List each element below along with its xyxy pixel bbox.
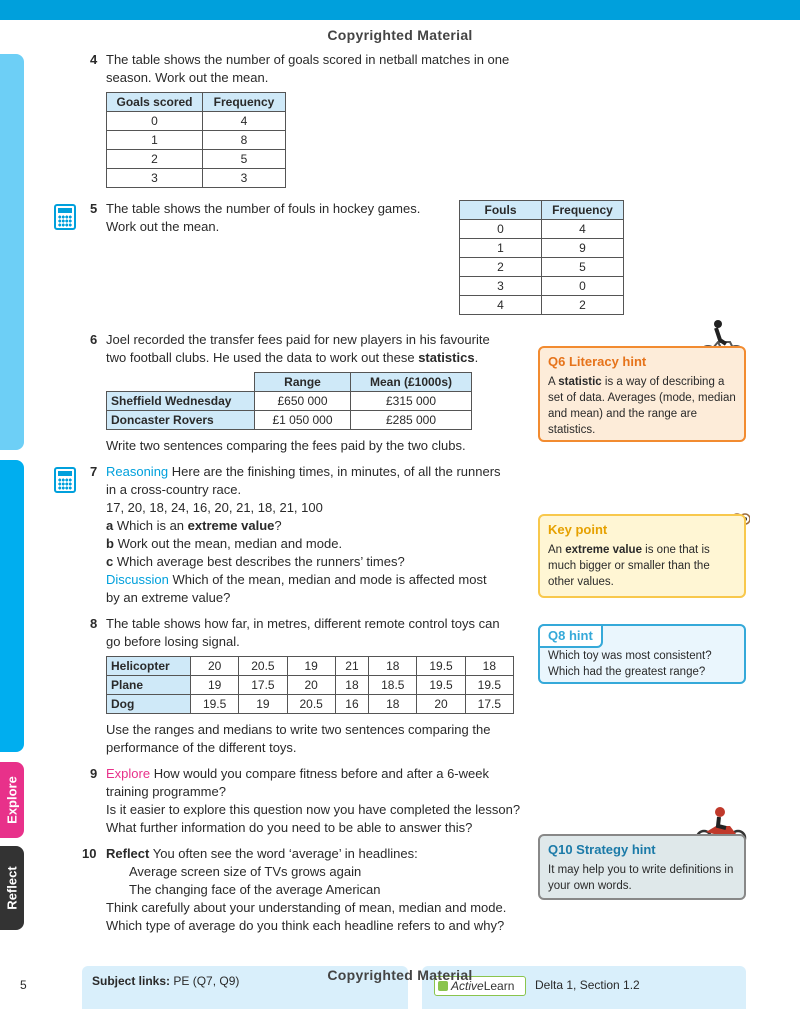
q4-line1: The table shows the number of goals scored in netball matches in one (106, 52, 510, 67)
q6-cell: £285 000 (351, 411, 472, 430)
table-row (460, 277, 624, 296)
q4-cell: 4 (203, 112, 286, 131)
q6-line1: Joel recorded the transfer fees paid for new players in his favourite (106, 332, 490, 347)
q4-text (106, 51, 509, 87)
q8-cell: 19.5 (191, 695, 239, 714)
key-point-title: Key point (548, 522, 608, 537)
watermark-top: Copyrighted Material (327, 27, 473, 43)
q6-corner (107, 373, 255, 392)
q8-cell: 21 (335, 657, 368, 676)
q4-cell: 2 (107, 150, 203, 169)
table-row (460, 239, 624, 258)
q8-cell: 17.5 (465, 695, 513, 714)
side-tab-reflect-label: Reflect (4, 866, 20, 910)
q6-col-mean: Mean (£1000s) (351, 373, 472, 392)
q8-text-after (106, 721, 490, 757)
side-tab-explore[interactable] (0, 762, 24, 838)
q5-cell: 4 (542, 220, 624, 239)
q8-cell: 20.5 (239, 657, 287, 676)
q4-cell: 3 (203, 169, 286, 188)
q5-line1: The table shows the number of fouls in hockey games. (106, 201, 421, 216)
q6-hint-keyword: statistic (558, 376, 602, 388)
q7-data: 17, 20, 18, 24, 16, 20, 21, 18, 21, 100 (106, 500, 323, 515)
q9-line2: training programme? (106, 784, 226, 799)
table-row (107, 131, 286, 150)
side-tab-practice (0, 460, 24, 752)
q10-line2: Think carefully about your understanding of mean, median and mode. (106, 900, 507, 915)
q7-part-c (106, 553, 501, 571)
q6-hint-body (548, 374, 736, 438)
logo-part-active: Active (451, 979, 484, 993)
logo-part-learn: Learn (483, 979, 515, 993)
table-row (460, 296, 624, 315)
q8-cell: 18 (465, 657, 513, 676)
side-tab-reflect[interactable] (0, 846, 24, 930)
q6-table-header (107, 373, 472, 392)
q9-keyword-explore: Explore (106, 766, 151, 781)
q4-col-frequency: Frequency (203, 93, 286, 112)
table-row (107, 112, 286, 131)
q8-line4: performance of the different toys. (106, 740, 297, 755)
q7-keyword-reasoning: Reasoning (106, 464, 169, 479)
q8-table (106, 656, 514, 714)
page-number: 5 (20, 978, 27, 992)
q8-hint-title: Q8 hint (538, 624, 603, 648)
q7-discussion-line2: by an extreme value? (106, 590, 231, 605)
q10-text (106, 845, 506, 935)
q6-cell: £315 000 (351, 392, 472, 411)
q8-row-label: Helicopter (107, 657, 191, 676)
q9-line1 (106, 765, 520, 783)
q5-table (459, 200, 624, 315)
q8-hint-body: Which toy was most consistent? Which had the greatest range? (548, 650, 712, 678)
q8-cell: 18 (369, 657, 417, 676)
q4-cell: 5 (203, 150, 286, 169)
q8-cell: 20 (417, 695, 465, 714)
q6-line2 (106, 349, 490, 367)
q4-number: 4 (90, 52, 98, 67)
q5-text (106, 200, 420, 236)
q8-line2: go before losing signal. (106, 634, 240, 649)
subject-links-value: PE (Q7, Q9) (170, 974, 240, 988)
key-point-box (538, 514, 746, 598)
table-row (107, 676, 514, 695)
q10-line1 (106, 845, 506, 863)
q9-line1-text: How would you compare fitness before and after a 6-week (150, 766, 489, 781)
q5-cell: 3 (460, 277, 542, 296)
table-row (107, 411, 472, 430)
q6-line2-end: . (474, 350, 479, 365)
q8-cell: 18.5 (369, 676, 417, 695)
q7-a-text: Which is an (113, 518, 188, 533)
q4-cell: 1 (107, 131, 203, 150)
q5-cell: 9 (542, 239, 624, 258)
q8-cell: 16 (335, 695, 368, 714)
q7-c-label: c (106, 554, 114, 569)
q8-row-label: Plane (107, 676, 191, 695)
q7-a-label: a (106, 518, 114, 533)
q6-row-label: Doncaster Rovers (107, 411, 255, 430)
q6-line3: Write two sentences comparing the fees paid by the two clubs. (106, 438, 466, 453)
q8-cell: 17.5 (239, 676, 287, 695)
q9-number: 9 (90, 766, 98, 781)
q4-table-header (107, 93, 286, 112)
q10-line1-text: You often see the word ‘average’ in headlines: (149, 846, 418, 861)
q10-hint-title: Q10 Strategy hint (548, 842, 656, 857)
q7-discussion (106, 571, 501, 589)
key-point-rest: is one that is much bigger or smaller than the other values. (548, 544, 710, 588)
q8-cell: 19.5 (465, 676, 513, 695)
q6-hint-title: Q6 Literacy hint (548, 354, 647, 369)
q7-b-text: Work out the mean, median and mode. (113, 536, 343, 551)
q6-line2-part: two football clubs. He used the data to work out these (106, 350, 419, 365)
q10-strategy-hint (538, 834, 746, 900)
q8-line3: Use the ranges and medians to write two sentences comparing the (106, 722, 491, 737)
q7-line2: in a cross-country race. (106, 482, 242, 497)
q8-cell: 19.5 (417, 657, 465, 676)
side-tab-lesson (0, 54, 24, 450)
q8-hint (538, 624, 746, 684)
q6-hint-rest: is a way of describing a set of data. Averages (mode, median and mean) and the range are statistics. (548, 376, 736, 436)
section-ref: Delta 1, Section 1.2 (535, 978, 640, 992)
q10-line3: Which type of average do you think each headline refers to and why? (106, 918, 505, 933)
q5-line2: Work out the mean. (106, 219, 220, 234)
q5-number: 5 (90, 201, 98, 216)
q7-number: 7 (90, 464, 98, 479)
key-point-body (548, 542, 736, 590)
q8-line1: The table shows how far, in metres, different remote control toys can (106, 616, 500, 631)
q7-text (106, 463, 501, 607)
q5-table-header (460, 201, 624, 220)
q8-cell: 19 (287, 657, 335, 676)
q4-cell: 3 (107, 169, 203, 188)
calculator-icon (54, 467, 76, 493)
key-point-keyword: extreme value (565, 544, 642, 556)
q7-part-a (106, 517, 501, 535)
q6-hint-part: A (548, 376, 559, 388)
q5-cell: 5 (542, 258, 624, 277)
q5-cell: 0 (460, 220, 542, 239)
q9-line3: Is it easier to explore this question now you have completed the lesson? (106, 802, 521, 817)
q5-cell: 0 (542, 277, 624, 296)
table-row (107, 150, 286, 169)
q7-part-b (106, 535, 501, 553)
table-row (107, 695, 514, 714)
calculator-icon (54, 204, 76, 230)
q6-table (106, 372, 472, 430)
q10-headline-1: Average screen size of TVs grows again (129, 864, 362, 879)
q10-keyword-reflect: Reflect (106, 846, 150, 861)
q5-col-fouls: Fouls (460, 201, 542, 220)
q8-cell: 20 (191, 657, 239, 676)
q10-headline-2: The changing face of the average American (129, 882, 381, 897)
q6-cell: £650 000 (255, 392, 351, 411)
q7-line1-text: Here are the finishing times, in minutes, of all the runners (168, 464, 501, 479)
q8-cell: 19.5 (417, 676, 465, 695)
q5-cell: 2 (542, 296, 624, 315)
q6-row-label: Sheffield Wednesday (107, 392, 255, 411)
key-point-part: An (548, 544, 566, 556)
table-row (107, 392, 472, 411)
top-banner (0, 0, 800, 20)
table-row (460, 258, 624, 277)
table-row (460, 220, 624, 239)
q4-col-goals: Goals scored (107, 93, 203, 112)
q8-cell: 18 (335, 676, 368, 695)
q10-hint-body: It may help you to write definitions in your own words. (548, 864, 734, 892)
q9-text (106, 765, 520, 837)
table-row (107, 169, 286, 188)
table-row (107, 657, 514, 676)
q7-line1 (106, 463, 501, 481)
q7-a-keyword: extreme value (187, 518, 275, 533)
q5-cell: 1 (460, 239, 542, 258)
q7-keyword-discussion: Discussion (106, 572, 169, 587)
q8-cell: 20.5 (287, 695, 335, 714)
watermark-bottom: Copyrighted Material (327, 967, 473, 983)
q6-text (106, 331, 490, 367)
q5-cell: 4 (460, 296, 542, 315)
q8-cell: 20 (287, 676, 335, 695)
q9-line4: What further information do you need to be able to answer this? (106, 820, 473, 835)
q4-cell: 8 (203, 131, 286, 150)
q8-text (106, 615, 500, 651)
q6-cell: £1 050 000 (255, 411, 351, 430)
q4-cell: 0 (107, 112, 203, 131)
q4-line2: season. Work out the mean. (106, 70, 269, 85)
q8-cell: 19 (191, 676, 239, 695)
q6-keyword-statistics: statistics (418, 350, 475, 365)
q8-number: 8 (90, 616, 98, 631)
side-tab-explore-label: Explore (4, 776, 20, 824)
q6-number: 6 (90, 332, 98, 347)
q7-b-label: b (106, 536, 114, 551)
q5-col-frequency: Frequency (542, 201, 624, 220)
q8-cell: 19 (239, 695, 287, 714)
q7-a-end: ? (274, 518, 282, 533)
q6-col-range: Range (255, 373, 351, 392)
q5-cell: 2 (460, 258, 542, 277)
q7-c-text: Which average best describes the runners’ times? (113, 554, 405, 569)
q6-literacy-hint (538, 346, 746, 442)
q10-number: 10 (82, 846, 97, 861)
q8-row-label: Dog (107, 695, 191, 714)
subject-links-label: Subject links: (92, 974, 171, 988)
q8-cell: 18 (369, 695, 417, 714)
q7-discussion-text: Which of the mean, median and mode is affected most (168, 572, 487, 587)
q4-table (106, 92, 286, 188)
